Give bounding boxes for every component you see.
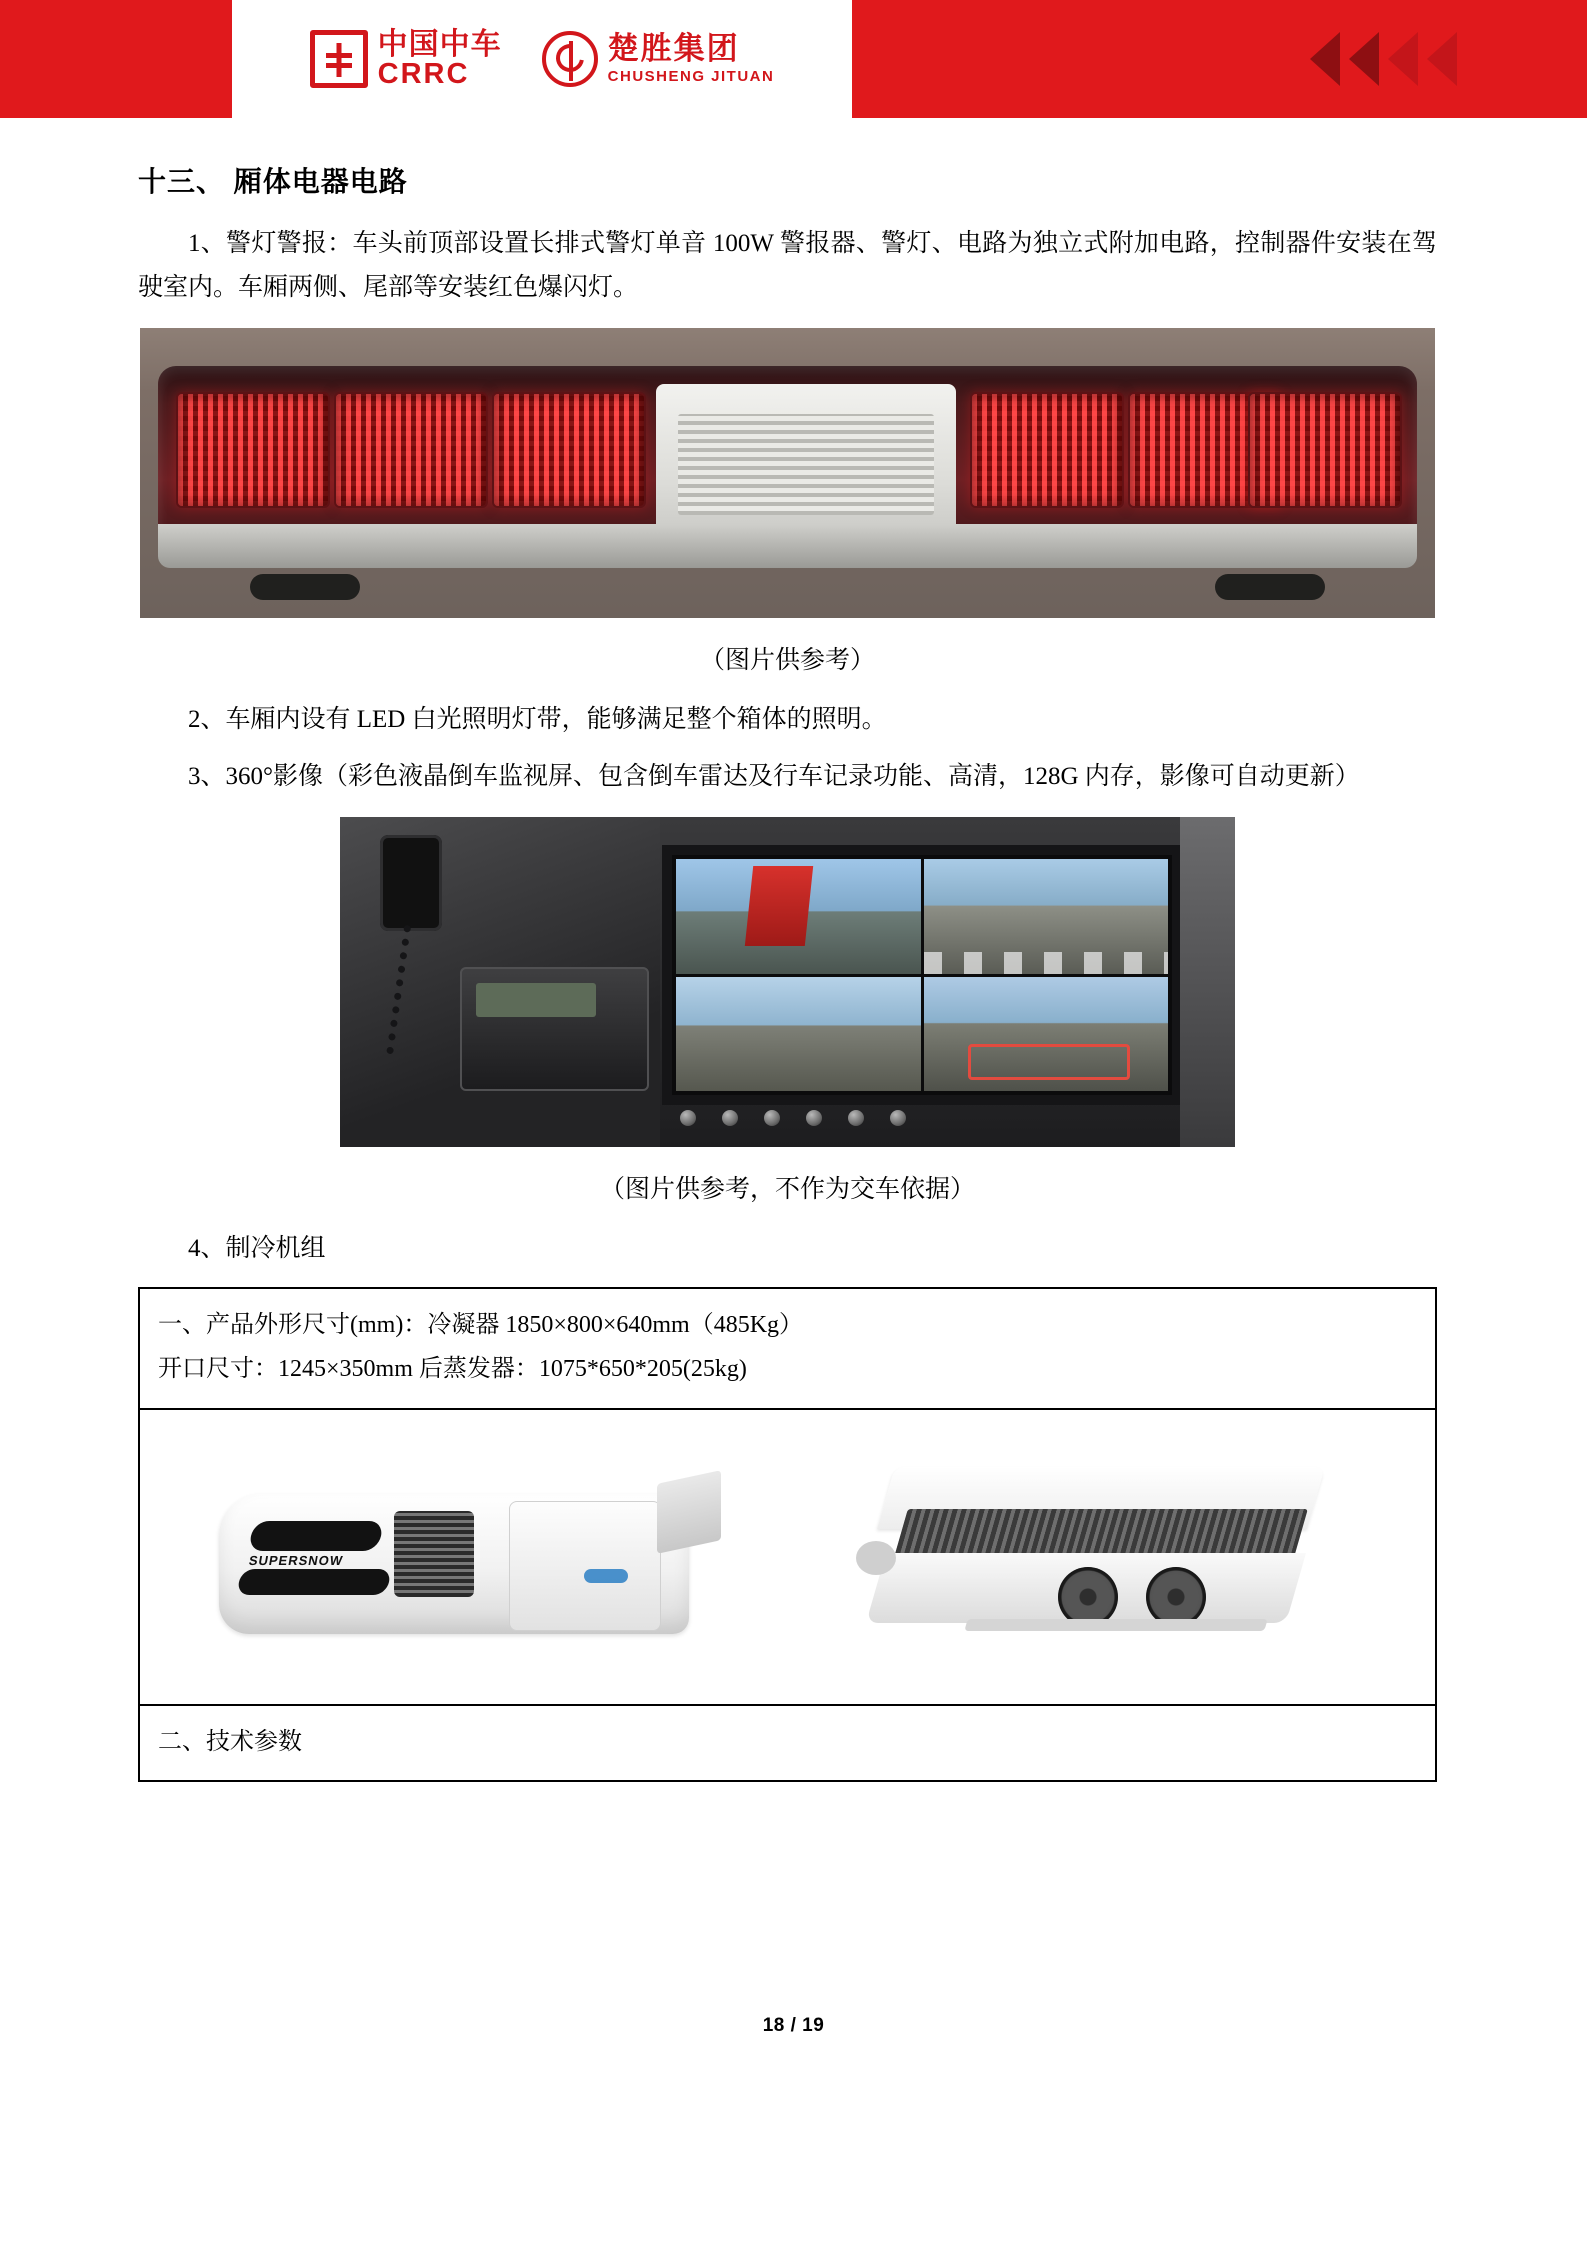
monitor-button-row[interactable] <box>680 1105 1150 1131</box>
crrc-logo <box>310 27 502 90</box>
chusheng-logo <box>542 31 775 87</box>
condenser-vent <box>248 1521 384 1551</box>
monitor-screen <box>662 845 1182 1105</box>
evaporator-mount-rail <box>965 1619 1268 1631</box>
lightbar-led-segment <box>970 392 1124 508</box>
dimension-line-1: 一、产品外形尺寸(mm)：冷凝器 1850×800×640mm（485Kg） <box>158 1311 804 1338</box>
chevron-icon <box>1388 32 1418 86</box>
paragraph-warning-light: 1、警灯警报：车头前顶部设置长排式警灯单音 100W 警报器、警灯、电路为独立式附加电路，控制器件安装在驾驶室内。车厢两侧、尾部等安装红色爆闪灯。 <box>138 230 1437 301</box>
table-row-dimensions <box>140 1289 1435 1410</box>
monitor-knob-icon[interactable] <box>722 1110 738 1126</box>
condenser-side-box <box>509 1501 661 1631</box>
monitor-knob-icon[interactable] <box>848 1110 864 1126</box>
condenser-unit-photo <box>209 1449 729 1664</box>
lightbar-led-segment <box>492 392 646 508</box>
chusheng-chinese-name: 楚胜集团 <box>607 31 740 67</box>
chevron-icon <box>1310 32 1340 86</box>
police-lightbar-photo <box>140 328 1435 618</box>
monitor-power-knob-icon[interactable] <box>890 1110 906 1126</box>
evaporator-unit-photo <box>846 1449 1366 1664</box>
lightbar-base <box>158 524 1417 568</box>
chevron-icon <box>1427 32 1457 86</box>
refrigeration-spec-table <box>138 1287 1437 1782</box>
camera-view-side <box>924 859 1169 974</box>
chusheng-emblem-icon <box>542 31 598 87</box>
condenser-brand-badge-icon <box>584 1569 628 1583</box>
crrc-emblem-icon <box>310 30 368 88</box>
cab-pillar <box>1180 817 1235 1147</box>
evaporator-fins <box>894 1509 1308 1557</box>
table-row-photos <box>140 1410 1435 1706</box>
microphone-cord <box>386 925 445 1059</box>
chusheng-english-name: CHUSHENG JITUAN <box>607 67 775 85</box>
lightbar-mount-foot <box>250 574 360 600</box>
monitor-photo-wrapper <box>138 817 1437 1147</box>
cab-console <box>340 817 660 1147</box>
condenser-brand-text: SUPERSNOW <box>247 1553 345 1569</box>
page-header-banner <box>0 0 1587 118</box>
monitor-knob-icon[interactable] <box>680 1110 696 1126</box>
tech-params-title: 二、技术参数 <box>158 1728 302 1755</box>
chevron-icon <box>1349 32 1379 86</box>
lightbar-photo-wrapper <box>138 328 1437 618</box>
camera-view-reverse <box>924 977 1169 1092</box>
condenser-vent <box>236 1569 392 1595</box>
camera-view-front <box>676 859 921 974</box>
lightbar-led-segment <box>176 392 330 508</box>
monitor-knob-icon[interactable] <box>806 1110 822 1126</box>
condenser-grill <box>394 1511 474 1597</box>
crrc-chinese-name: 中国中车 <box>377 27 502 61</box>
lightbar-mount-foot <box>1215 574 1325 600</box>
reversing-monitor-photo <box>340 817 1235 1147</box>
crrc-english-name: CRRC <box>377 57 470 90</box>
lightbar-led-segment <box>1248 392 1402 508</box>
condenser-bracket <box>657 1470 721 1554</box>
lightbar-led-segment <box>334 392 488 508</box>
table-row-tech-params <box>140 1706 1435 1780</box>
evaporator-hose <box>856 1541 896 1575</box>
page-footer <box>0 2015 1587 2037</box>
radio-unit <box>460 967 649 1091</box>
paragraph-led-lighting: 2、车厢内设有 LED 白光照明灯带，能够满足整个箱体的照明。 <box>188 705 887 733</box>
caption-lightbar: （图片供参考） <box>699 646 875 674</box>
banner-chevron-decoration <box>1310 0 1457 118</box>
page-number: 18 / 19 <box>762 2015 825 2036</box>
paragraph-refrigeration-unit: 4、制冷机组 <box>188 1235 326 1262</box>
brand-logo-zone <box>232 0 852 118</box>
paragraph-360-camera: 3、360°影像（彩色液晶倒车监视屏、包含倒车雷达及行车记录功能、高清，128G 内存，影像可自动更新） <box>188 763 1360 791</box>
document-body <box>0 160 1587 1782</box>
page-title: 十三、 厢体电器电路 <box>138 166 408 197</box>
dimension-line-2: 开口尺寸：1245×350mm 后蒸发器：1075*650*205(25kg) <box>158 1356 747 1383</box>
microphone-icon <box>380 835 442 931</box>
caption-monitor: （图片供参考，不作为交车依据） <box>599 1176 975 1203</box>
camera-view-rear <box>676 977 921 1092</box>
monitor-knob-icon[interactable] <box>764 1110 780 1126</box>
